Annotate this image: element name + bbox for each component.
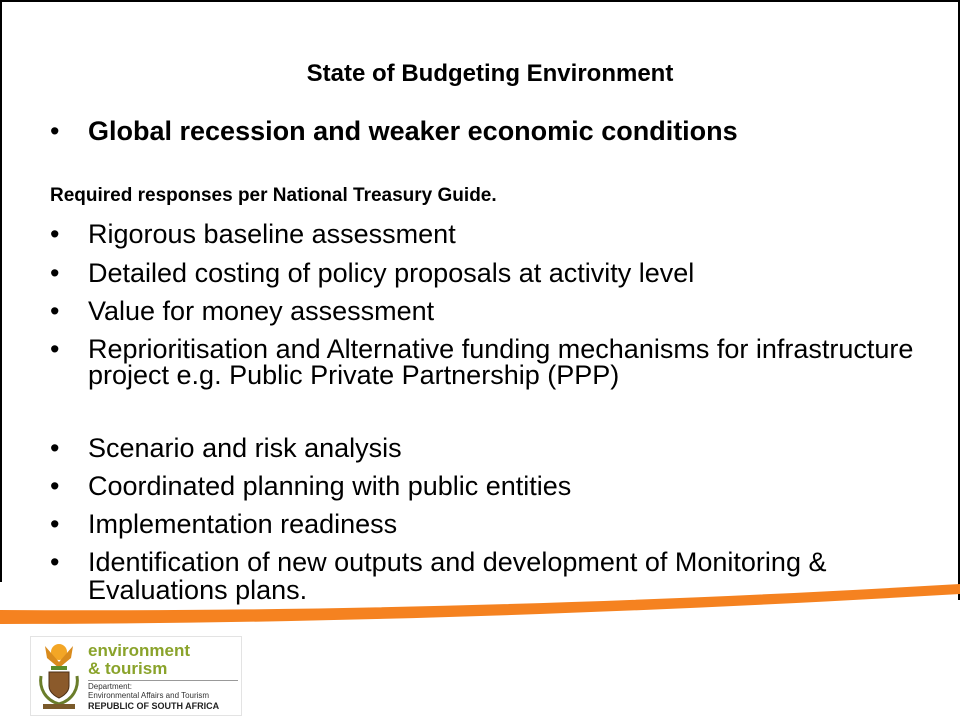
bullet-marker: •: [50, 219, 60, 249]
list-item-text: Implementation readiness: [88, 509, 398, 539]
list-item-text: Coordinated planning with public entities: [88, 471, 572, 501]
department-logo: [30, 636, 242, 716]
list-item: [50, 509, 930, 539]
bullet-marker: •: [50, 509, 60, 539]
bullet-marker: •: [50, 433, 60, 463]
list-item-text: Identification of new outputs and development of Monitoring & Evaluations plans.: [88, 547, 827, 605]
lead-bullet: [50, 116, 930, 146]
list-item: [50, 336, 930, 388]
list-item-text: Value for money assessment: [88, 296, 435, 326]
logo-department-label: Department:: [88, 682, 133, 691]
subheading: Required responses per National Treasury Guide.: [50, 185, 497, 206]
list-item: [50, 433, 930, 463]
slide-frame-top: [0, 0, 960, 2]
logo-line-environment: environment: [88, 641, 191, 660]
lead-bullet-text: Global recession and weaker economic conditions: [88, 116, 738, 146]
list-item: [50, 219, 930, 249]
bullet-marker: •: [50, 471, 60, 501]
slide-title: State of Budgeting Environment: [306, 60, 674, 87]
bullet-marker: •: [50, 296, 60, 326]
list-item-text: Reprioritisation and Alternative funding mechanisms for infrastructure project e.g. Public Private Partnership (PPP): [88, 334, 914, 390]
list-item-text: Detailed costing of policy proposals at activity level: [88, 258, 695, 288]
list-item: [50, 296, 930, 326]
bullet-marker: •: [50, 334, 60, 364]
swoosh-shape: [0, 584, 960, 624]
list-item: [50, 258, 930, 288]
list-item-text: Scenario and risk analysis: [88, 433, 402, 463]
list-item: [50, 471, 930, 501]
bullet-marker: •: [50, 116, 60, 146]
logo-country: REPUBLIC OF SOUTH AFRICA: [88, 701, 220, 711]
logo-line-tourism: & tourism: [88, 659, 168, 678]
list-item-text: Rigorous baseline assessment: [88, 219, 456, 249]
logo-department-name: Environmental Affairs and Tourism: [88, 691, 210, 700]
bullet-marker: •: [50, 547, 60, 577]
coat-of-arms-icon: [35, 640, 83, 712]
logo-divider: [88, 680, 238, 681]
orange-swoosh-band: [0, 580, 960, 640]
bullet-marker: •: [50, 258, 60, 288]
